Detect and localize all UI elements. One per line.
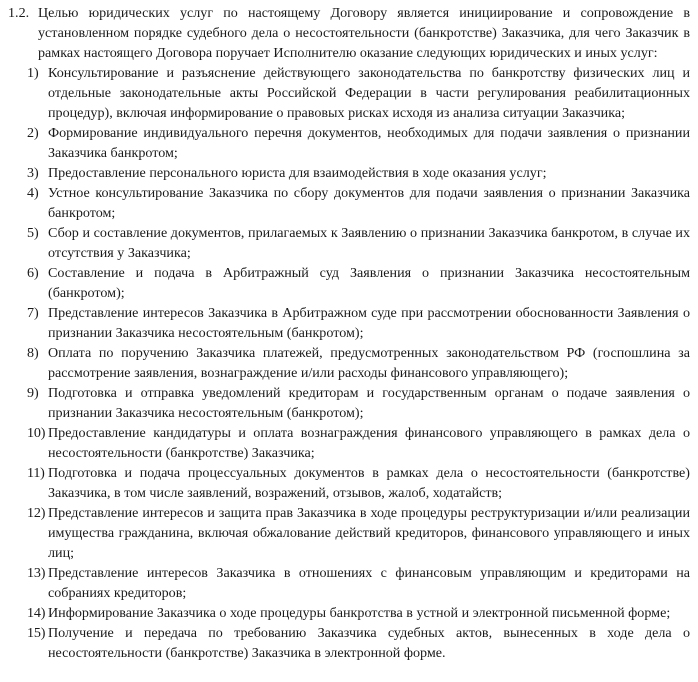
list-item-text: Составление и подача в Арбитражный суд Заявления о признании Заказчика несостоятельным (банкротом); xyxy=(48,265,690,301)
list-item-marker: 9) xyxy=(27,385,39,401)
list-item xyxy=(8,263,690,303)
list-item-text: Представление интересов и защита прав Заказчика в ходе процедуры реструктуризации и/или реализации имущества гражданина, включая обжалование действий кредиторов, финансового управляющего и иных лиц; xyxy=(48,505,690,561)
list-item-marker: 10) xyxy=(27,425,46,441)
list-item xyxy=(8,383,690,423)
list-item xyxy=(8,423,690,463)
list-item-text: Предоставление персонального юриста для взаимодействия в ходе оказания услуг; xyxy=(48,165,547,181)
list-item-text: Представление интересов Заказчика в отношениях с финансовым управляющим и кредиторами на собраниях кредиторов; xyxy=(48,565,690,601)
list-item-marker: 11) xyxy=(27,465,45,481)
list-item-marker: 4) xyxy=(27,185,39,201)
list-item xyxy=(8,463,690,503)
list-item-text: Сбор и составление документов, прилагаемых к Заявлению о признании Заказчика банкротом, в случае их отсутствия у Заказчика; xyxy=(48,225,690,261)
list-item-text: Представление интересов Заказчика в Арбитражном суде при рассмотрении обоснованности Заявления о признании Заказчика несостоятельным (банкротом); xyxy=(48,305,690,341)
list-item xyxy=(8,183,690,223)
list-item-marker: 8) xyxy=(27,345,39,361)
list-item-text: Консультирование и разъяснение действующего законодательства по банкротству физических лиц и отдельные законодательные акты Российской Федерации в части регулирования реабилитационных процедур), включая информирование о правовых рисках исходя из анализа ситуации Заказчика; xyxy=(48,65,690,121)
list-item xyxy=(8,223,690,263)
list-item xyxy=(8,503,690,563)
list-item-marker: 13) xyxy=(27,565,46,581)
list-item-text: Формирование индивидуального перечня документов, необходимых для подачи заявления о признании Заказчика банкротом; xyxy=(48,125,690,161)
list-item-text: Предоставление кандидатуры и оплата вознаграждения финансового управляющего в рамках дела о несостоятельности (банкротстве) Заказчика; xyxy=(48,425,690,461)
list-item xyxy=(8,563,690,603)
list-item xyxy=(8,343,690,383)
services-list xyxy=(8,63,690,663)
list-item-text: Оплата по поручению Заказчика платежей, предусмотренных законодательством РФ (госпошлина за рассмотрение заявления, вознаграждение и/или расходы финансового управляющего); xyxy=(48,345,690,381)
list-item-text: Информирование Заказчика о ходе процедуры банкротства в устной и электронной письменной форме; xyxy=(48,605,671,621)
list-item-marker: 2) xyxy=(27,125,39,141)
list-item xyxy=(8,123,690,163)
clause-body-text: Целью юридических услуг по настоящему Договору является инициирование и сопровождение в установленном порядке судебного дела о несостоятельности (банкротстве) Заказчика, для чего Заказчик в рамках настоящего Договора поручает Исполнителю оказание следующих юридических и иных услуг: xyxy=(38,5,690,61)
list-item xyxy=(8,623,690,663)
list-item xyxy=(8,163,690,183)
list-item-text: Подготовка и подача процессуальных документов в рамках дела о несостоятельности (банкротстве) Заказчика, в том числе заявлений, возражений, отзывов, жалоб, ходатайств; xyxy=(48,465,690,501)
list-item-text: Устное консультирование Заказчика по сбору документов для подачи заявления о признании Заказчика банкротом; xyxy=(48,185,690,221)
list-item-marker: 14) xyxy=(27,605,46,621)
list-item-marker: 7) xyxy=(27,305,39,321)
list-item xyxy=(8,303,690,343)
list-item-marker: 15) xyxy=(27,625,46,641)
list-item-marker: 6) xyxy=(27,265,39,281)
list-item-marker: 12) xyxy=(27,505,46,521)
list-item xyxy=(8,603,690,623)
list-item-text: Подготовка и отправка уведомлений кредиторам и государственным органам о подаче заявления о признании Заказчика несостоятельным (банкротом); xyxy=(48,385,690,421)
list-item-marker: 5) xyxy=(27,225,39,241)
list-item xyxy=(8,63,690,123)
list-item-marker: 1) xyxy=(27,65,39,81)
clause-number: 1.2. xyxy=(8,5,30,21)
list-item-marker: 3) xyxy=(27,165,39,181)
clause-1-2 xyxy=(8,3,690,63)
list-item-text: Получение и передача по требованию Заказчика судебных актов, вынесенных в ходе дела о несостоятельности (банкротстве) Заказчика в электронной форме. xyxy=(48,625,690,661)
